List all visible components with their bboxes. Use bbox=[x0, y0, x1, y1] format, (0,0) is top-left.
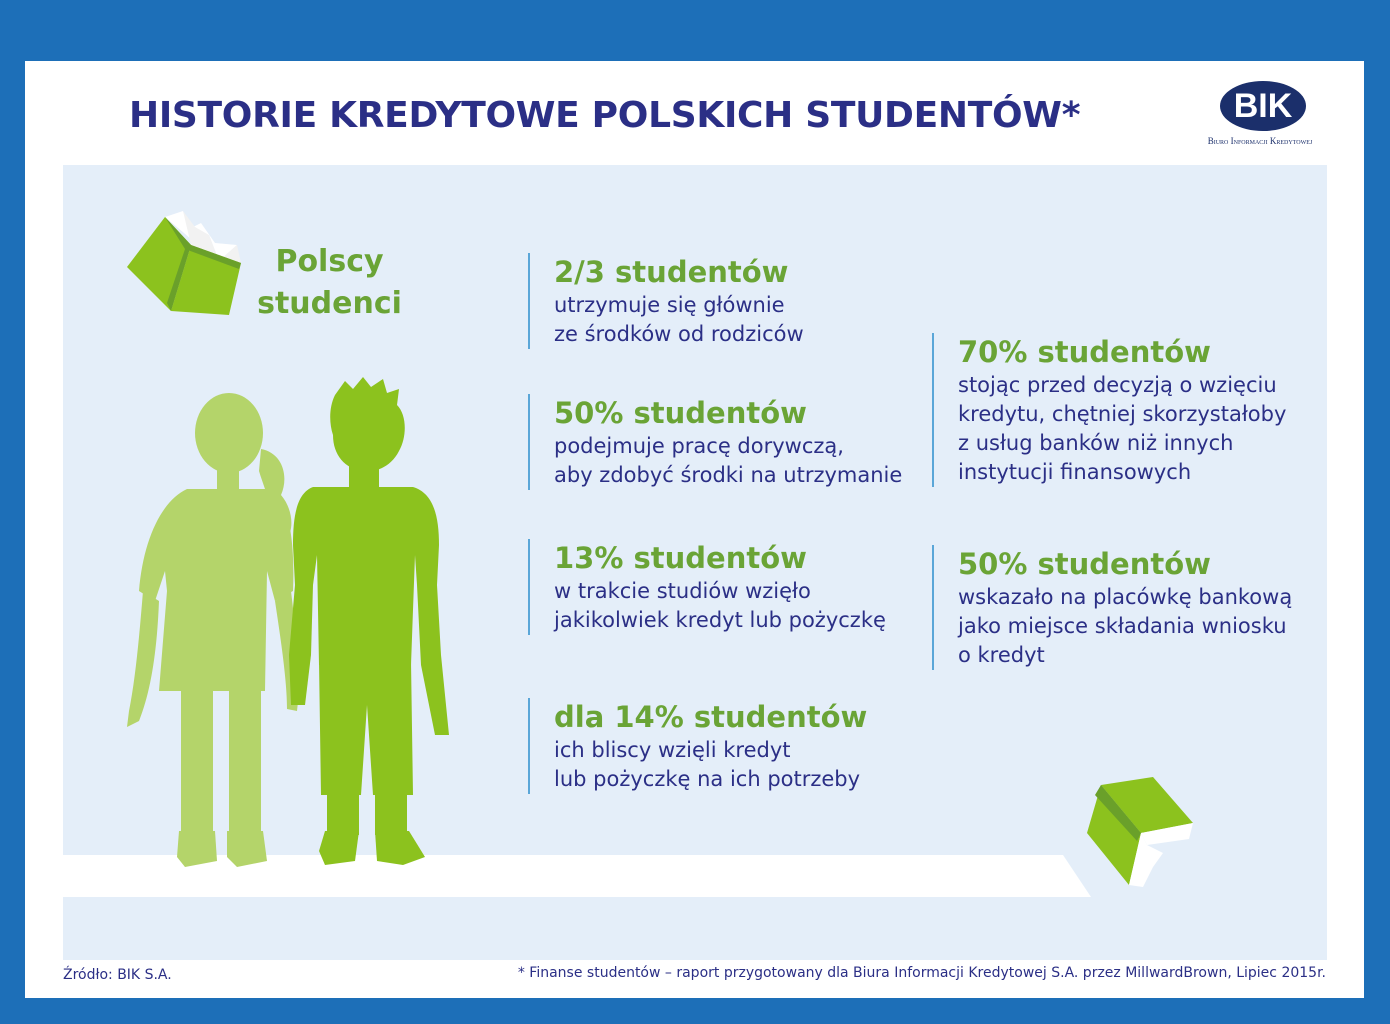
page-title: HISTORIE KREDYTOWE POLSKICH STUDENTÓW* bbox=[129, 95, 1081, 136]
footnote: * Finanse studentów – raport przygotowany dla Biura Informacji Kredytowej S.A. przez MillwardBrown, Lipiec 2015r. bbox=[517, 965, 1326, 981]
stat-block bbox=[932, 545, 1292, 670]
bik-logo: BIK bbox=[1220, 81, 1306, 131]
stat-text: kredytu, chętniej skorzystałoby bbox=[958, 402, 1287, 426]
open-book-icon bbox=[125, 209, 245, 319]
stat-text: stojąc przed decyzją o wzięciu bbox=[958, 373, 1277, 397]
stat-text: lub pożyczkę na ich potrzeby bbox=[554, 767, 861, 791]
stat-headline: 50% studentów bbox=[958, 547, 1211, 581]
stat-text: jakikolwiek kredyt lub pożyczkę bbox=[554, 608, 886, 632]
heading-line: studenci bbox=[257, 286, 402, 321]
stat-headline: 13% studentów bbox=[554, 541, 807, 575]
heading-line: Polscy bbox=[275, 244, 384, 279]
open-book-icon bbox=[1081, 775, 1197, 891]
stat-block bbox=[932, 333, 1286, 487]
bik-logo-subtitle: Biuro Informacji Kredytowej bbox=[1207, 136, 1313, 146]
stat-headline: dla 14% studentów bbox=[554, 700, 868, 734]
stat-text: podejmuje pracę dorywczą, bbox=[554, 434, 844, 458]
stat-block bbox=[528, 253, 804, 349]
stat-text: o kredyt bbox=[958, 643, 1045, 667]
stat-headline: 2/3 studentów bbox=[554, 255, 789, 289]
stat-text: ze środków od rodziców bbox=[554, 322, 804, 346]
boy-silhouette bbox=[283, 375, 453, 875]
stat-headline: 50% studentów bbox=[554, 396, 807, 430]
girl-silhouette bbox=[125, 391, 305, 881]
stat-headline: 70% studentów bbox=[958, 335, 1211, 369]
stat-text: utrzymuje się głównie bbox=[554, 293, 785, 317]
stat-block bbox=[528, 394, 902, 490]
stat-text: jako miejsce składania wniosku bbox=[958, 614, 1287, 638]
stat-text: wskazało na placówkę bankową bbox=[958, 585, 1293, 609]
stat-text: w trakcie studiów wzięło bbox=[554, 579, 811, 603]
stat-text: z usług banków niż innych bbox=[958, 431, 1234, 455]
stat-block bbox=[528, 698, 867, 794]
stat-text: instytucji finansowych bbox=[958, 460, 1192, 484]
source-note: Źródło: BIK S.A. bbox=[63, 967, 172, 983]
infographic-card bbox=[25, 61, 1364, 998]
section-heading bbox=[247, 241, 412, 325]
stat-text: ich bliscy wzięli kredyt bbox=[554, 738, 791, 762]
stat-block bbox=[528, 539, 886, 635]
stat-text: aby zdobyć środki na utrzymanie bbox=[554, 463, 903, 487]
